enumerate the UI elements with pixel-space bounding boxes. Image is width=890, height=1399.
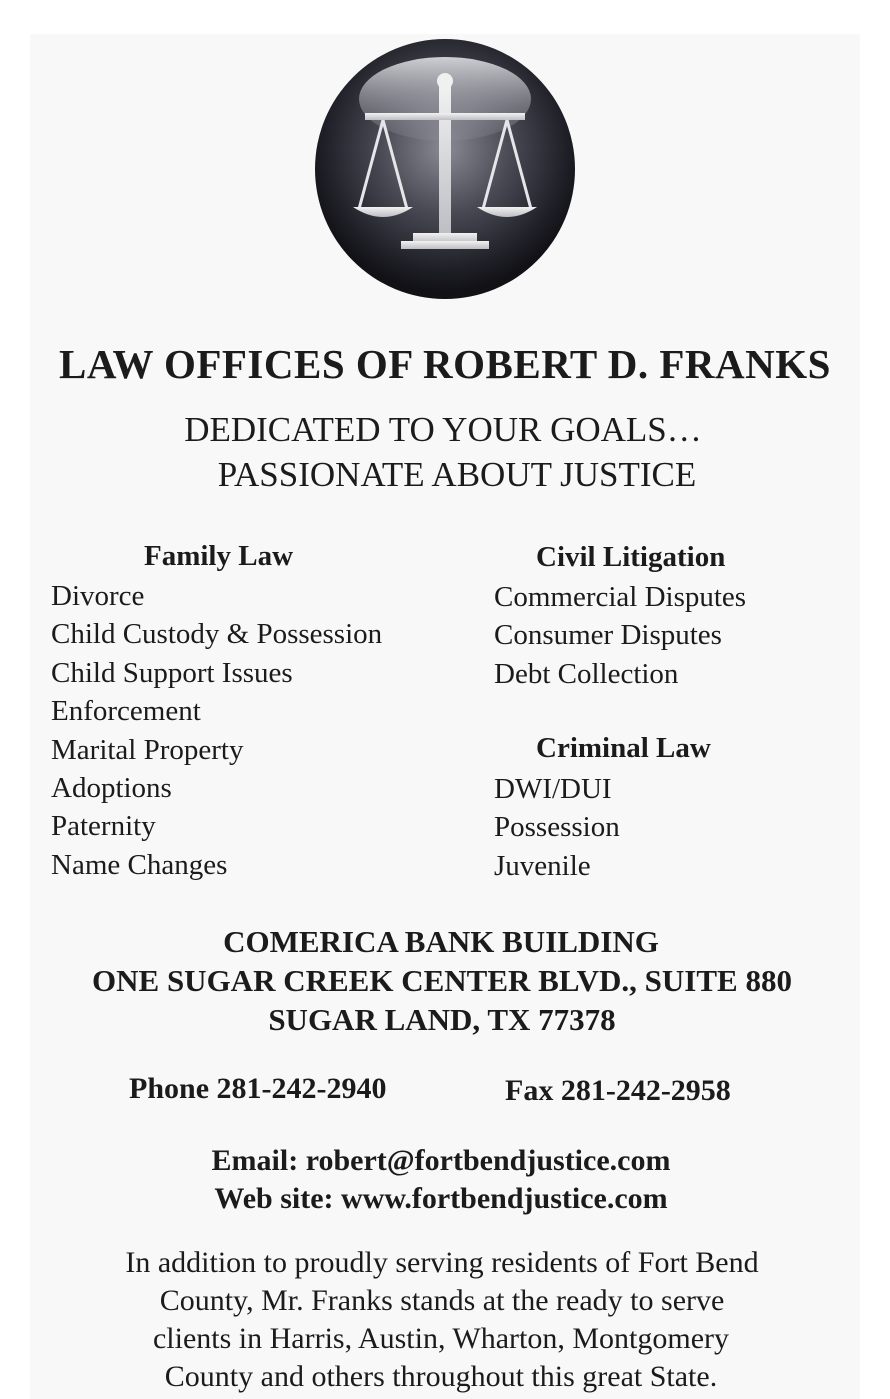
- tagline-line-2: PASSIONATE ABOUT JUSTICE: [217, 455, 697, 494]
- civil-litigation-list: [494, 578, 746, 693]
- list-item: DWI/DUI: [494, 773, 612, 805]
- family-law-heading: Family Law: [144, 540, 294, 572]
- list-item: Debt Collection: [494, 657, 679, 690]
- closing-line-4: County and others throughout this great State.: [164, 1360, 718, 1393]
- list-item: Possession: [494, 811, 620, 844]
- criminal-law-heading: Criminal Law: [536, 732, 711, 764]
- scales-of-justice-icon: [313, 37, 577, 301]
- email-address: Email: robert@fortbendjustice.com: [211, 1144, 671, 1177]
- list-item: Enforcement: [51, 695, 201, 728]
- firm-title: LAW OFFICES OF ROBERT D. FRANKS: [59, 341, 831, 387]
- list-item: Commercial Disputes: [494, 581, 747, 613]
- list-item: Marital Property: [51, 733, 244, 766]
- list-item: Child Custody & Possession: [51, 618, 383, 651]
- address-line-1: COMERICA BANK BUILDING: [223, 924, 659, 959]
- tagline-line-1: DEDICATED TO YOUR GOALS…: [184, 410, 702, 449]
- civil-litigation-heading: Civil Litigation: [536, 541, 726, 573]
- closing-line-3: clients in Harris, Austin, Wharton, Montgomery: [152, 1322, 730, 1355]
- list-item: Consumer Disputes: [494, 619, 722, 652]
- closing-line-1: In addition to proudly serving residents of Fort Bend: [125, 1246, 759, 1279]
- address-line-2: ONE SUGAR CREEK CENTER BLVD., SUITE 880: [92, 963, 792, 998]
- family-law-list: [51, 577, 382, 884]
- fax-number: Fax 281-242-2958: [505, 1074, 731, 1107]
- address-line-3: SUGAR LAND, TX 77378: [268, 1002, 616, 1037]
- list-item: Child Support Issues: [51, 656, 293, 689]
- list-item: Divorce: [51, 580, 145, 612]
- closing-line-2: County, Mr. Franks stands at the ready to serve: [159, 1284, 725, 1317]
- list-item: Adoptions: [51, 771, 172, 804]
- list-item: Name Changes: [51, 848, 228, 881]
- website-address: Web site: www.fortbendjustice.com: [214, 1182, 668, 1215]
- phone-number: Phone 281-242-2940: [129, 1072, 387, 1105]
- list-item: Juvenile: [494, 849, 591, 882]
- criminal-law-list: [494, 770, 620, 885]
- list-item: Paternity: [51, 810, 156, 843]
